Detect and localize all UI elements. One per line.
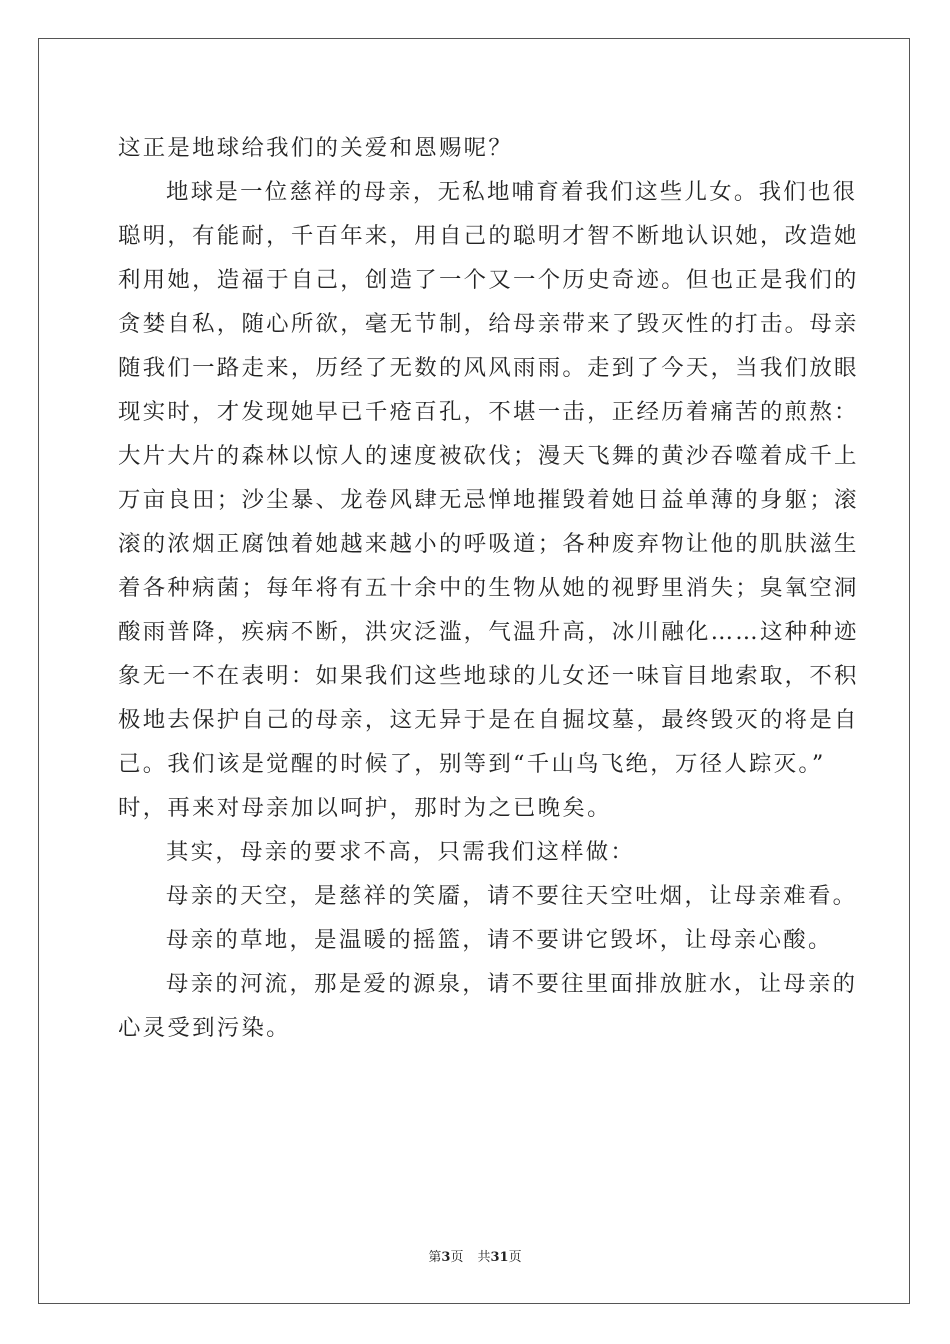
- text-line: 大片大片的森林以惊人的速度被砍伐；漫天飞舞的黄沙吞噬着成千上: [118, 443, 859, 469]
- text-line: 地球是一位慈祥的母亲，无私地哺育着我们这些儿女。我们也很: [166, 179, 858, 205]
- document-body: [118, 126, 859, 1050]
- text-line: 其实，母亲的要求不高，只需我们这样做：: [166, 839, 636, 865]
- text-line: 贪婪自私，随心所欲，毫无节制，给母亲带来了毁灭性的打击。母亲: [118, 311, 859, 337]
- text-line: 滚的浓烟正腐蚀着她越来越小的呼吸道；各种废弃物让他的肌肤滋生: [118, 531, 859, 557]
- text-line: 时，再来对母亲加以呵护，那时为之已晚矣。: [118, 795, 612, 821]
- page-prefix: 第: [428, 1250, 442, 1265]
- text-line: 母亲的天空，是慈祥的笑靥，请不要往天空吐烟，让母亲难看。: [166, 883, 858, 909]
- text-line: 利用她，造福于自己，创造了一个又一个历史奇迹。但也正是我们的: [118, 267, 859, 293]
- text-line: 象无一不在表明：如果我们这些地球的儿女还一味盲目地索取，不积: [118, 663, 859, 689]
- text-line: 极地去保护自己的母亲，这无异于是在自掘坟墓，最终毁灭的将是自: [118, 707, 859, 733]
- page-number: 3: [441, 1250, 451, 1265]
- text-line: 己。我们该是觉醒的时候了，别等到“千山鸟飞绝，万径人踪灭。”: [118, 751, 826, 777]
- total-suffix: 页: [508, 1250, 522, 1265]
- page-footer: [0, 1246, 950, 1265]
- page-suffix: 页: [450, 1250, 464, 1265]
- text-line: 这正是地球给我们的关爱和恩赐呢？: [118, 135, 514, 161]
- text-line: 着各种病菌；每年将有五十余中的生物从她的视野里消失；臭氧空洞: [118, 575, 859, 601]
- text-line: 母亲的草地，是温暖的摇篮，请不要讲它毁坏，让母亲心酸。: [166, 927, 833, 953]
- text-line: 聪明，有能耐，千百年来，用自己的聪明才智不断地认识她，改造她: [118, 223, 859, 249]
- total-pages: 31: [490, 1250, 509, 1265]
- text-line: 万亩良田；沙尘暴、龙卷风肆无忌惮地摧毁着她日益单薄的身躯；滚: [118, 487, 859, 513]
- text-line: 随我们一路走来，历经了无数的风风雨雨。走到了今天，当我们放眼: [118, 355, 859, 381]
- text-line: 心灵受到污染。: [118, 1015, 291, 1041]
- text-line: 母亲的河流，那是爱的源泉，请不要往里面排放脏水，让母亲的: [166, 971, 858, 997]
- text-line: 酸雨普降，疾病不断，洪灾泛滥，气温升高，冰川融化……这种种迹: [118, 619, 859, 645]
- text-line: 现实时，才发现她早已千疮百孔，不堪一击，正经历着痛苦的煎熬：: [118, 399, 859, 425]
- total-prefix: 共: [477, 1250, 491, 1265]
